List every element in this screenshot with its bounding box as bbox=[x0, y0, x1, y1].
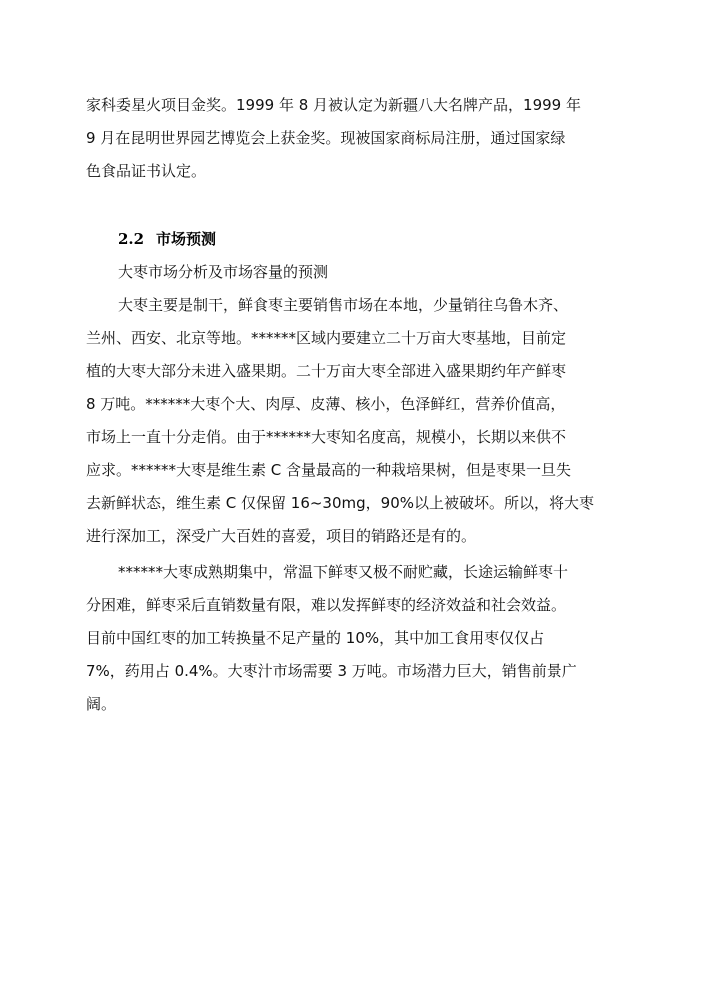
paragraph-3-line: 7%，药用占 0.4%。大枣汁市场需要 3 万吨。市场潜力巨大，销售前景广 bbox=[86, 662, 577, 680]
paragraph-2-line: 兰州、西安、北京等地。******区域内要建立二十万亩大枣基地，目前定 bbox=[86, 329, 567, 347]
paragraph-2-line: 应求。******大枣是维生素 C 含量最高的一种栽培果树，但是枣果一旦失 bbox=[86, 461, 572, 479]
paragraph-3-line: 阔。 bbox=[86, 695, 117, 713]
paragraph-3-line: ******大枣成熟期集中，常温下鲜枣又极不耐贮藏，长途运输鲜枣十 bbox=[118, 563, 569, 581]
paragraph-1-line: 色食品证书认定。 bbox=[86, 162, 207, 180]
paragraph-2-line: 去新鲜状态，维生素 C 仅保留 16~30mg，90%以上被破坏。所以，将大枣 bbox=[86, 494, 594, 512]
section-number: 2.2 bbox=[118, 230, 145, 248]
paragraph-2-line: 大枣主要是制干，鲜食枣主要销售市场在本地，少量销往乌鲁木齐、 bbox=[118, 296, 569, 314]
paragraph-1-line: 9 月在昆明世界园艺博览会上获金奖。现被国家商标局注册，通过国家绿 bbox=[86, 129, 566, 147]
paragraph-3-line: 目前中国红枣的加工转换量不足产量的 10%，其中加工食用枣仅仅占 bbox=[86, 629, 545, 647]
paragraph-1-line: 家科委星火项目金奖。1999 年 8 月被认定为新疆八大名牌产品，1999 年 bbox=[86, 96, 581, 114]
section-title: 市场预测 bbox=[156, 230, 217, 248]
paragraph-2-line: 市场上一直十分走俏。由于******大枣知名度高，规模小，长期以来供不 bbox=[86, 428, 567, 446]
section-heading bbox=[118, 229, 216, 249]
paragraph-3-line: 分困难，鲜枣采后直销数量有限，难以发挥鲜枣的经济效益和社会效益。 bbox=[86, 596, 567, 614]
paragraph-2-line: 8 万吨。******大枣个大、肉厚、皮薄、核小，色泽鲜红，营养价值高， bbox=[86, 395, 566, 413]
section-subtitle: 大枣市场分析及市场容量的预测 bbox=[118, 263, 329, 281]
paragraph-2-line: 进行深加工，深受广大百姓的喜爱，项目的销路还是有的。 bbox=[86, 527, 477, 545]
paragraph-2-line: 植的大枣大部分未进入盛果期。二十万亩大枣全部进入盛果期约年产鲜枣 bbox=[86, 362, 567, 380]
